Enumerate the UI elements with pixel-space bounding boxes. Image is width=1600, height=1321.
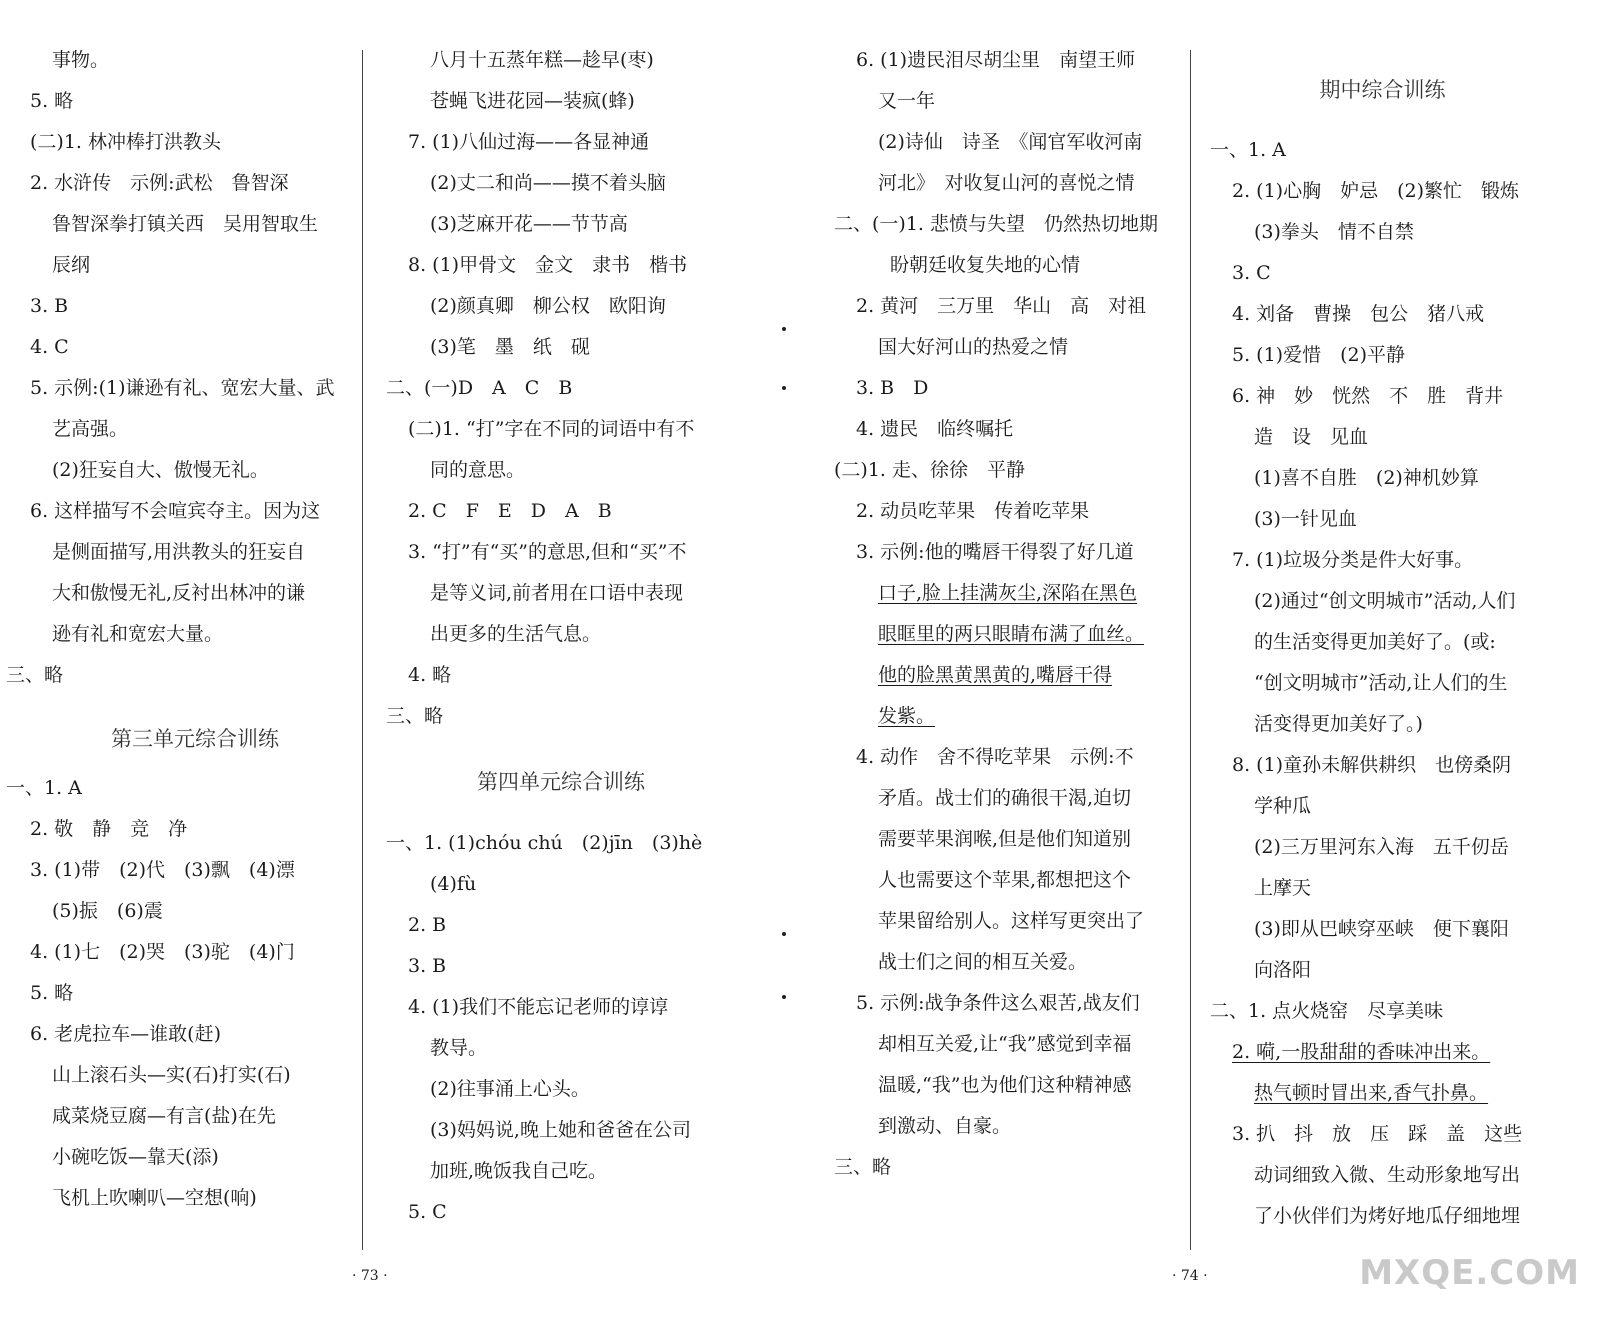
text-line: (4)fù: [430, 873, 477, 895]
text-line: 5. 示例:战争条件这么艰苦,战友们: [856, 992, 1140, 1014]
text-line: 教导。: [430, 1037, 488, 1059]
text-line: 4. C: [30, 336, 69, 358]
margin-dot: [782, 327, 786, 331]
text-line: 6. 这样描写不会喧宾夺主。因为这: [30, 500, 321, 522]
text-line: 事物。: [52, 49, 110, 71]
text-line: 二、1. 点火烧窑 尽享美味: [1210, 1000, 1444, 1022]
text-line: 战士们之间的相互关爱。: [878, 951, 1088, 973]
text-line: 6. (1)遗民泪尽胡尘里 南望王师: [856, 49, 1136, 71]
column-divider: [362, 50, 363, 1250]
text-line: 5. 略: [30, 90, 74, 112]
text-line: 国大好河山的热爱之情: [878, 336, 1069, 358]
text-line: 8. (1)甲骨文 金文 隶书 楷书: [408, 254, 688, 276]
text-line: 一、1. (1)chóu chú (2)jīn (3)hè: [386, 832, 703, 854]
text-line: 出更多的生活气息。: [430, 623, 602, 645]
text-line: 上摩天: [1254, 877, 1312, 899]
text-line: 飞机上吹喇叭—空想(响): [52, 1187, 257, 1209]
text-line: (2)往事涌上心头。: [430, 1078, 590, 1100]
text-line: 4. 略: [408, 664, 452, 686]
text-line: (二)1. 走、徐徐 平静: [834, 459, 1025, 481]
text-line: 5. 略: [30, 982, 74, 1004]
column-1: [6, 40, 360, 1219]
column-divider: [1190, 50, 1191, 1250]
text-line: (2)三万里河东入海 五千仞岳: [1254, 836, 1509, 858]
section-heading: 期中综合训练: [1319, 78, 1446, 102]
text-line: (2)通过“创文明城市”活动,人们: [1254, 590, 1516, 612]
text-line: 二、(一)D A C B: [386, 377, 573, 399]
text-line: 鲁智深拳打镇关西 吴用智取生: [52, 213, 319, 235]
section-heading: 第三单元综合训练: [111, 727, 279, 751]
text-line: 一、1. A: [1210, 139, 1286, 161]
text-line: 7. (1)八仙过海——各显神通: [408, 131, 650, 153]
text-line: 4. (1)七 (2)哭 (3)驼 (4)门: [30, 941, 295, 963]
text-line: 活变得更加美好了。): [1254, 713, 1423, 735]
text-line: 2. 敬 静 竞 净: [30, 818, 188, 840]
text-line: 一、1. A: [6, 777, 82, 799]
text-line: (2)颜真卿 柳公权 欧阳询: [430, 295, 666, 317]
text-line: 6. 神 妙 恍然 不 胜 背井: [1232, 385, 1504, 407]
text-line: 3. B D: [856, 377, 929, 399]
text-line: 的生活变得更加美好了。(或:: [1254, 631, 1496, 653]
text-line: 八月十五蒸年糕—趁早(枣): [430, 49, 654, 71]
text-line: 盼朝廷收复失地的心情: [890, 254, 1081, 276]
section-heading: 第四单元综合训练: [477, 770, 645, 794]
text-line: (3)一针见血: [1254, 508, 1357, 530]
text-line: 4. 刘备 曹操 包公 猪八戒: [1232, 303, 1485, 325]
text-line: 2. 动员吃苹果 传着吃苹果: [856, 500, 1090, 522]
text-line: 学种瓜: [1254, 795, 1312, 817]
text-line: 却相互关爱,让“我”感觉到幸福: [878, 1033, 1132, 1055]
text-line: (2)丈二和尚——摸不着头脑: [430, 172, 666, 194]
text-line: (1)喜不自胜 (2)神机妙算: [1254, 467, 1479, 489]
column-2: [386, 40, 736, 1233]
underlined-text-line: 口子,脸上挂满灰尘,深陷在黑色: [878, 582, 1138, 604]
text-line: 4. 动作 舍不得吃苹果 示例:不: [856, 746, 1134, 768]
text-line: 逊有礼和宽宏大量。: [52, 623, 224, 645]
text-line: (3)拳头 情不自禁: [1254, 221, 1414, 243]
text-line: 2. 水浒传 示例:武松 鲁智深: [30, 172, 289, 194]
text-line: 了小伙伴们为烤好地瓜仔细地埋: [1254, 1205, 1521, 1227]
underlined-text-line: 眼眶里的两只眼睛布满了血丝。: [878, 623, 1145, 645]
margin-dot: [782, 995, 786, 999]
text-line: 5. C: [408, 1201, 447, 1223]
text-line: 8. (1)童孙未解供耕织 也傍桑阴: [1232, 754, 1512, 776]
text-line: 4. 遗民 临终嘱托: [856, 418, 1014, 440]
page-74: [800, 0, 1600, 1321]
text-line: 辰纲: [52, 254, 91, 276]
text-line: 7. (1)垃圾分类是件大好事。: [1232, 549, 1474, 571]
column-4: [1210, 40, 1555, 1237]
text-line: 三、略: [834, 1156, 892, 1178]
text-line: 是等义词,前者用在口语中表现: [430, 582, 684, 604]
underlined-text-line: 热气顿时冒出来,香气扑鼻。: [1254, 1082, 1489, 1104]
text-line: 5. (1)爱惜 (2)平静: [1232, 344, 1405, 366]
text-line: 2. C F E D A B: [408, 500, 612, 522]
text-line: (3)笔 墨 纸 砚: [430, 336, 590, 358]
text-line: 3. B: [30, 295, 69, 317]
text-line: 三、略: [386, 705, 444, 727]
text-line: 到激动、自豪。: [878, 1115, 1012, 1137]
text-line: 矛盾。战士们的确很干渴,迫切: [878, 787, 1132, 809]
text-line: 小碗吃饭—靠天(添): [52, 1146, 219, 1168]
text-line: (5)振 (6)震: [52, 900, 163, 922]
text-line: 山上滚石头—实(石)打实(石): [52, 1064, 291, 1086]
text-line: (二)1. 林冲棒打洪教头: [30, 131, 221, 153]
text-line: 河北》 对收复山河的喜悦之情: [878, 172, 1135, 194]
text-line: 4. (1)我们不能忘记老师的谆谆: [408, 996, 669, 1018]
text-line: 三、略: [6, 664, 64, 686]
text-line: 苹果留给别人。这样写更突出了: [878, 910, 1145, 932]
text-line: 2. B: [408, 914, 447, 936]
text-line: 向洛阳: [1254, 959, 1312, 981]
text-line: 3. “打”有“买”的意思,但和“买”不: [408, 541, 687, 563]
text-line: 2. (1)心胸 妒忌 (2)繁忙 锻炼: [1232, 180, 1519, 202]
column-3: [834, 40, 1184, 1188]
text-line: 需要苹果润喉,但是他们知道别: [878, 828, 1132, 850]
text-line: 二、(一)1. 悲愤与失望 仍然热切地期: [834, 213, 1158, 235]
text-line: 6. 老虎拉车—谁敢(赶): [30, 1023, 221, 1045]
text-line: (3)妈妈说,晚上她和爸爸在公司: [430, 1119, 691, 1141]
underlined-text-line: 他的脸黑黄黑黄的,嘴唇干得: [878, 664, 1113, 686]
underlined-text-line: 2. 嗬,一股甜甜的香味冲出来。: [1232, 1041, 1491, 1063]
text-line: (2)诗仙 诗圣 《闻官军收河南: [878, 131, 1143, 153]
text-line: 动词细致入微、生动形象地写出: [1254, 1164, 1521, 1186]
text-line: 咸菜烧豆腐—有言(盐)在先: [52, 1105, 276, 1127]
text-line: (3)即从巴峡穿巫峡 便下襄阳: [1254, 918, 1509, 940]
page-number: · 73 ·: [352, 1268, 388, 1284]
text-line: 5. 示例:(1)谦逊有礼、宽宏大量、武: [30, 377, 335, 399]
text-line: 3. (1)带 (2)代 (3)飘 (4)漂: [30, 859, 295, 881]
text-line: 2. 黄河 三万里 华山 高 对祖: [856, 295, 1147, 317]
text-line: (3)芝麻开花——节节高: [430, 213, 628, 235]
margin-dot: [782, 386, 786, 390]
text-line: 3. 扒 抖 放 压 踩 盖 这些: [1232, 1123, 1523, 1145]
text-line: 同的意思。: [430, 459, 526, 481]
text-line: 3. 示例:他的嘴唇干得裂了好几道: [856, 541, 1134, 563]
text-line: 3. B: [408, 955, 447, 977]
underlined-text-line: 发紫。: [878, 705, 936, 727]
text-line: 苍蝇飞进花园—装疯(蜂): [430, 90, 635, 112]
text-line: “创文明城市”活动,让人们的生: [1254, 672, 1508, 694]
margin-dot: [782, 932, 786, 936]
text-line: (二)1. “打”字在不同的词语中有不: [408, 418, 695, 440]
page-number: · 74 ·: [1172, 1268, 1208, 1284]
watermark: MXQE.COM: [1359, 1253, 1580, 1293]
text-line: 是侧面描写,用洪教头的狂妄自: [52, 541, 306, 563]
text-line: 温暖,“我”也为他们这种精神感: [878, 1074, 1132, 1096]
text-line: 3. C: [1232, 262, 1271, 284]
text-line: 又一年: [878, 90, 936, 112]
text-line: 加班,晚饭我自己吃。: [430, 1160, 608, 1182]
text-line: (2)狂妄自大、傲慢无礼。: [52, 459, 269, 481]
text-line: 造 设 见血: [1254, 426, 1369, 448]
text-line: 艺高强。: [52, 418, 129, 440]
text-line: 人也需要这个苹果,都想把这个: [878, 869, 1132, 891]
text-line: 大和傲慢无礼,反衬出林冲的谦: [52, 582, 306, 604]
